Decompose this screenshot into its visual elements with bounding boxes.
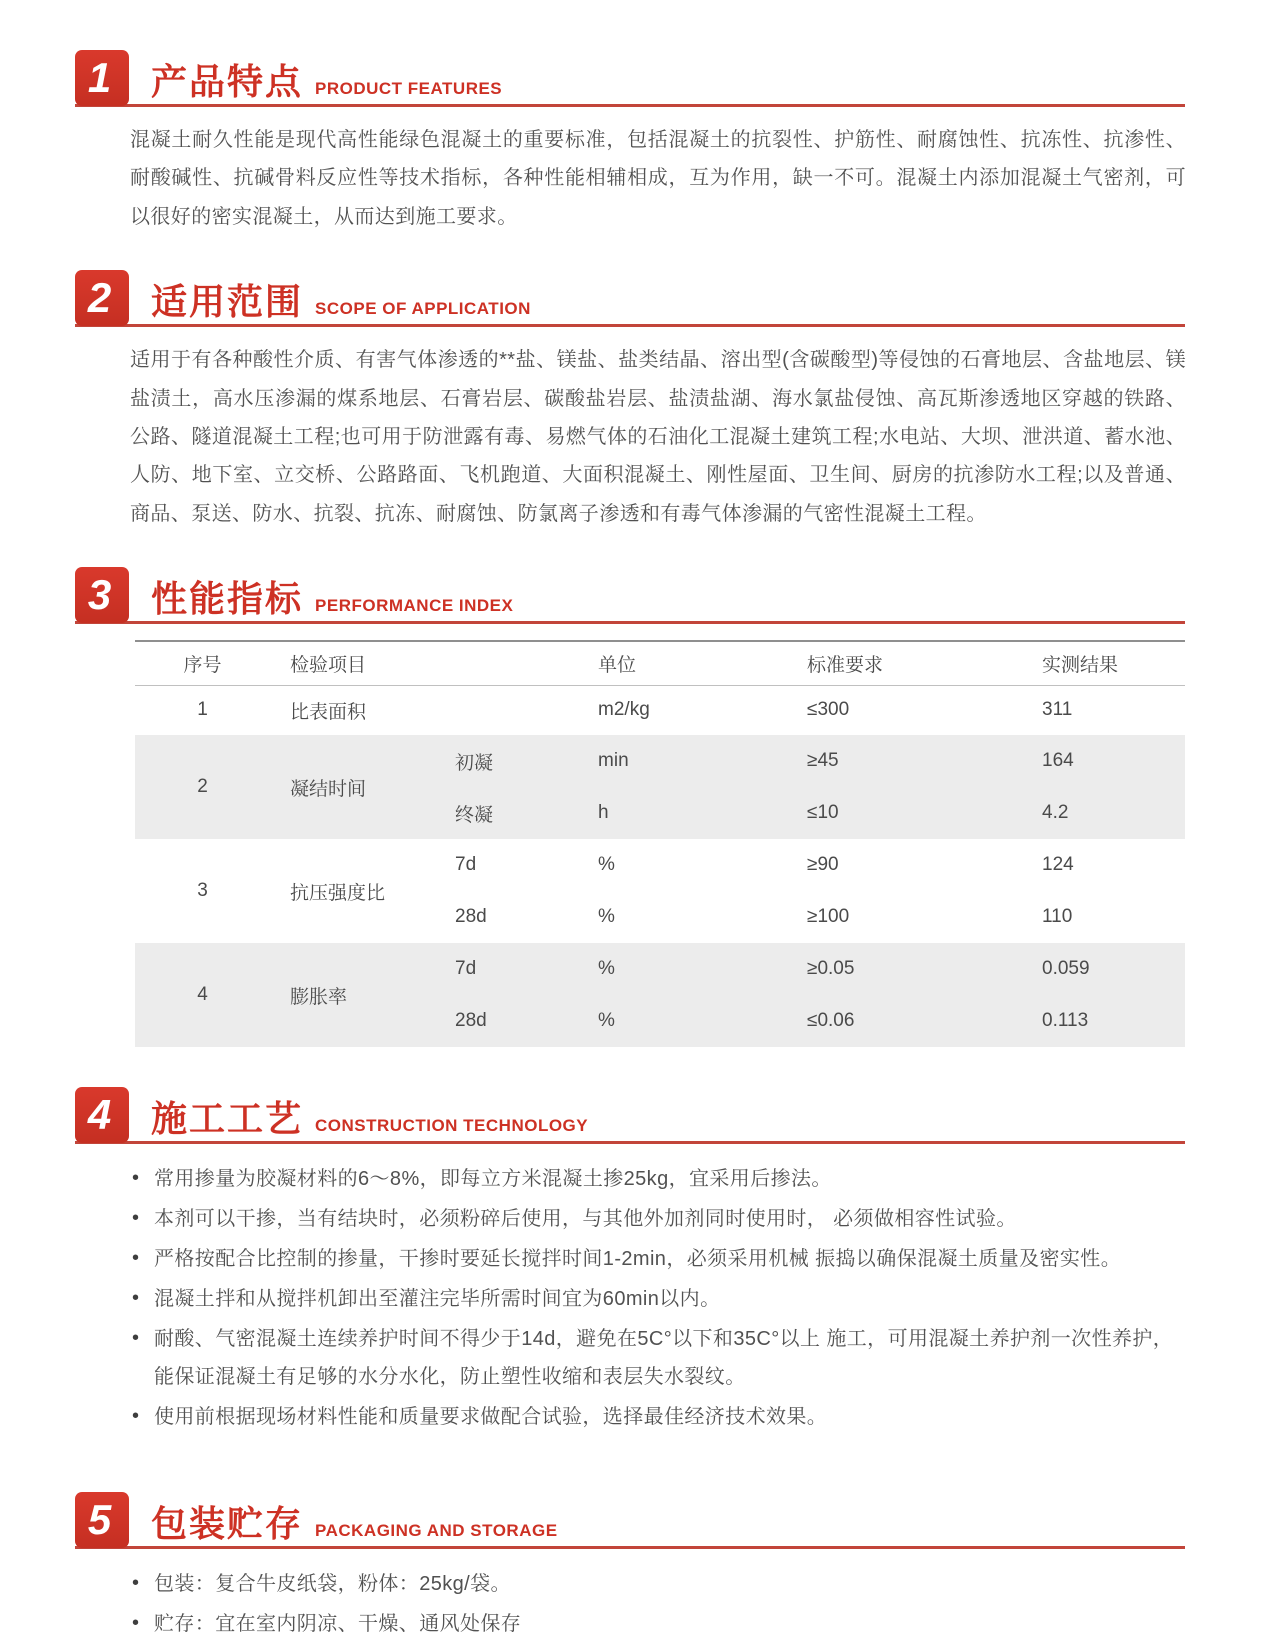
cell-std: ≥45 bbox=[775, 735, 1010, 787]
bullet-icon: • bbox=[132, 1207, 140, 1230]
cell-std: ≥100 bbox=[807, 906, 850, 928]
bullet-icon: • bbox=[132, 1612, 140, 1635]
section-title: 包装贮存 bbox=[151, 1503, 304, 1545]
cell-item: 凝结时间 bbox=[270, 735, 435, 839]
cell-sub: 初凝 bbox=[435, 735, 575, 787]
cell-no: 4 bbox=[135, 943, 270, 1047]
bullet-icon: • bbox=[132, 1167, 140, 1190]
section-number-badge: 3 bbox=[75, 567, 129, 623]
col-header-item: 检验项目 bbox=[270, 641, 575, 685]
bullet-icon: • bbox=[132, 1572, 140, 1595]
list-item bbox=[130, 1200, 1186, 1238]
cell-sub: 28d bbox=[455, 906, 487, 928]
performance-index-table bbox=[135, 640, 1185, 1047]
section-number-badge: 1 bbox=[75, 50, 129, 106]
col-header-result: 实测结果 bbox=[1010, 641, 1185, 685]
cell-std: ≤300 bbox=[807, 699, 850, 721]
col-header-unit: 单位 bbox=[575, 641, 775, 685]
section-title: 产品特点 bbox=[151, 61, 304, 102]
list-item-text: 混凝土拌和从搅拌机卸出至灌注完毕所需时间宜为60min以内。 bbox=[154, 1288, 721, 1311]
packaging-bullet-list bbox=[130, 1565, 1186, 1643]
cell-unit: % bbox=[598, 906, 615, 928]
list-item-text: 常用掺量为胶凝材料的6～8%，即每立方米混凝土掺25kg，宜采用后掺法。 bbox=[154, 1168, 832, 1191]
section-header-product-features bbox=[75, 50, 1185, 107]
list-item bbox=[130, 1280, 1186, 1318]
list-item-text: 耐酸、气密混凝土连续养护时间不得少于14d，避免在5C°以下和35C°以上 施工，可用混凝土养护剂一次性养护，能保证混凝土有足够的水分水化，防止塑性收缩和表层失水裂纹。 bbox=[154, 1328, 1174, 1389]
cell-unit: min bbox=[575, 735, 775, 787]
section-header-performance bbox=[75, 567, 1185, 624]
cell-no: 2 bbox=[135, 735, 270, 839]
cell-result: 311 bbox=[1042, 699, 1073, 721]
cell-result: 4.2 bbox=[1010, 787, 1185, 839]
table-row bbox=[135, 943, 1185, 995]
cell-unit: m2/kg bbox=[598, 699, 650, 721]
cell-std: ≥90 bbox=[807, 854, 839, 876]
section-number-badge: 5 bbox=[75, 1492, 129, 1548]
list-item-text: 严格按配合比控制的掺量，干掺时要延长搅拌时间1-2min，必须采用机械 振捣以确保混凝土质量及密实性。 bbox=[154, 1248, 1122, 1271]
cell-result: 0.113 bbox=[1010, 995, 1185, 1047]
section-number-badge: 2 bbox=[75, 270, 129, 326]
table-header-row bbox=[135, 641, 1185, 685]
table-row bbox=[135, 735, 1185, 787]
section-performance-index bbox=[75, 567, 1185, 1047]
cell-result: 0.059 bbox=[1010, 943, 1185, 995]
section-subtitle: PRODUCT FEATURES bbox=[315, 79, 503, 98]
bullet-icon: • bbox=[132, 1405, 140, 1428]
list-item-text: 使用前根据现场材料性能和质量要求做配合试验，选择最佳经济技术效果。 bbox=[154, 1406, 828, 1429]
table-row bbox=[135, 685, 1185, 735]
section-subtitle: SCOPE OF APPLICATION bbox=[315, 299, 531, 319]
section-body-text: 适用于有各种酸性介质、有害气体渗透的**盐、镁盐、盐类结晶、溶出型(含碳酸型)等侵蚀的石膏地层、含盐地层、镁盐渍土，高水压渗漏的煤系地层、石膏岩层、碳酸盐岩层、盐渍盐湖、海水氯盐侵蚀、高瓦斯渗透地区穿越的铁路、公路、隧道混凝土工程;也可用于防泄露有毒、易燃气体的石油化工混凝土建筑工程;水电站、大坝、泄洪道、蓄水池、人防、地下室、立交桥、公路路面、飞机跑道、大面积混凝土、刚性屋面、卫生间、厨房的抗渗防水工程;以及普通、商品、泵送、防水、抗裂、抗冻、耐腐蚀、防氯离子渗透和有毒气体渗漏的气密性混凝土工程。 bbox=[130, 349, 1186, 525]
cell-sub: 终凝 bbox=[435, 787, 575, 839]
bullet-icon: • bbox=[132, 1247, 140, 1270]
list-item bbox=[130, 1565, 1186, 1603]
section-title: 性能指标 bbox=[151, 578, 304, 620]
section-subtitle: CONSTRUCTION TECHNOLOGY bbox=[315, 1116, 589, 1136]
cell-sub: 7d bbox=[455, 854, 477, 876]
list-item-text: 包装：复合牛皮纸袋，粉体：25kg/袋。 bbox=[154, 1573, 511, 1596]
bullet-icon: • bbox=[132, 1287, 140, 1310]
section-scope-of-application bbox=[75, 270, 1185, 533]
construction-bullet-list bbox=[130, 1160, 1186, 1436]
cell-unit: % bbox=[575, 943, 775, 995]
section-product-features bbox=[75, 50, 1185, 236]
list-item bbox=[130, 1160, 1186, 1198]
section-title: 适用范围 bbox=[151, 281, 304, 323]
cell-result: 110 bbox=[1042, 906, 1073, 928]
cell-no: 3 bbox=[197, 880, 208, 902]
list-item-text: 贮存：宜在室内阴凉、干燥、通风处保存 bbox=[154, 1613, 522, 1636]
cell-no: 1 bbox=[197, 699, 208, 721]
section-construction-technology bbox=[75, 1087, 1185, 1436]
list-item-text: 本剂可以干掺，当有结块时，必须粉碎后使用，与其他外加剂同时使用时， 必须做相容性试验。 bbox=[154, 1208, 1017, 1231]
list-item bbox=[130, 1320, 1186, 1396]
section-body-text: 混凝土耐久性能是现代高性能绿色混凝土的重要标准，包括混凝土的抗裂性、护筋性、耐腐蚀性、抗冻性、抗渗性、耐酸碱性、抗碱骨料反应性等技术指标，各种性能相辅相成，互为作用，缺一不可。混凝土内添加混凝土气密剂，可以很好的密实混凝土，从而达到施工要求。 bbox=[130, 129, 1186, 228]
section-title: 施工工艺 bbox=[151, 1098, 304, 1140]
section-packaging-storage bbox=[75, 1492, 1185, 1643]
section-header-construction bbox=[75, 1087, 1185, 1144]
section-header-scope bbox=[75, 270, 1185, 327]
section-subtitle: PERFORMANCE INDEX bbox=[315, 596, 514, 616]
cell-item: 膨胀率 bbox=[270, 943, 435, 1047]
section-subtitle: PACKAGING AND STORAGE bbox=[315, 1521, 558, 1541]
section-header-packaging bbox=[75, 1492, 1185, 1549]
cell-item: 抗压强度比 bbox=[290, 882, 386, 904]
cell-result: 164 bbox=[1010, 735, 1185, 787]
list-item bbox=[130, 1605, 1186, 1643]
cell-sub: 7d bbox=[435, 943, 575, 995]
cell-item: 比表面积 bbox=[290, 701, 367, 723]
table-row bbox=[135, 839, 1185, 891]
list-item bbox=[130, 1398, 1186, 1436]
col-header-no: 序号 bbox=[135, 641, 270, 685]
col-header-std: 标准要求 bbox=[775, 641, 1010, 685]
cell-unit: % bbox=[575, 995, 775, 1047]
cell-sub: 28d bbox=[435, 995, 575, 1047]
section-number-badge: 4 bbox=[75, 1087, 129, 1143]
list-item bbox=[130, 1240, 1186, 1278]
bullet-icon: • bbox=[132, 1327, 140, 1350]
cell-std: ≤10 bbox=[775, 787, 1010, 839]
cell-unit: h bbox=[575, 787, 775, 839]
cell-unit: % bbox=[598, 854, 615, 876]
cell-std: ≥0.05 bbox=[775, 943, 1010, 995]
cell-result: 124 bbox=[1042, 854, 1074, 876]
cell-std: ≤0.06 bbox=[775, 995, 1010, 1047]
